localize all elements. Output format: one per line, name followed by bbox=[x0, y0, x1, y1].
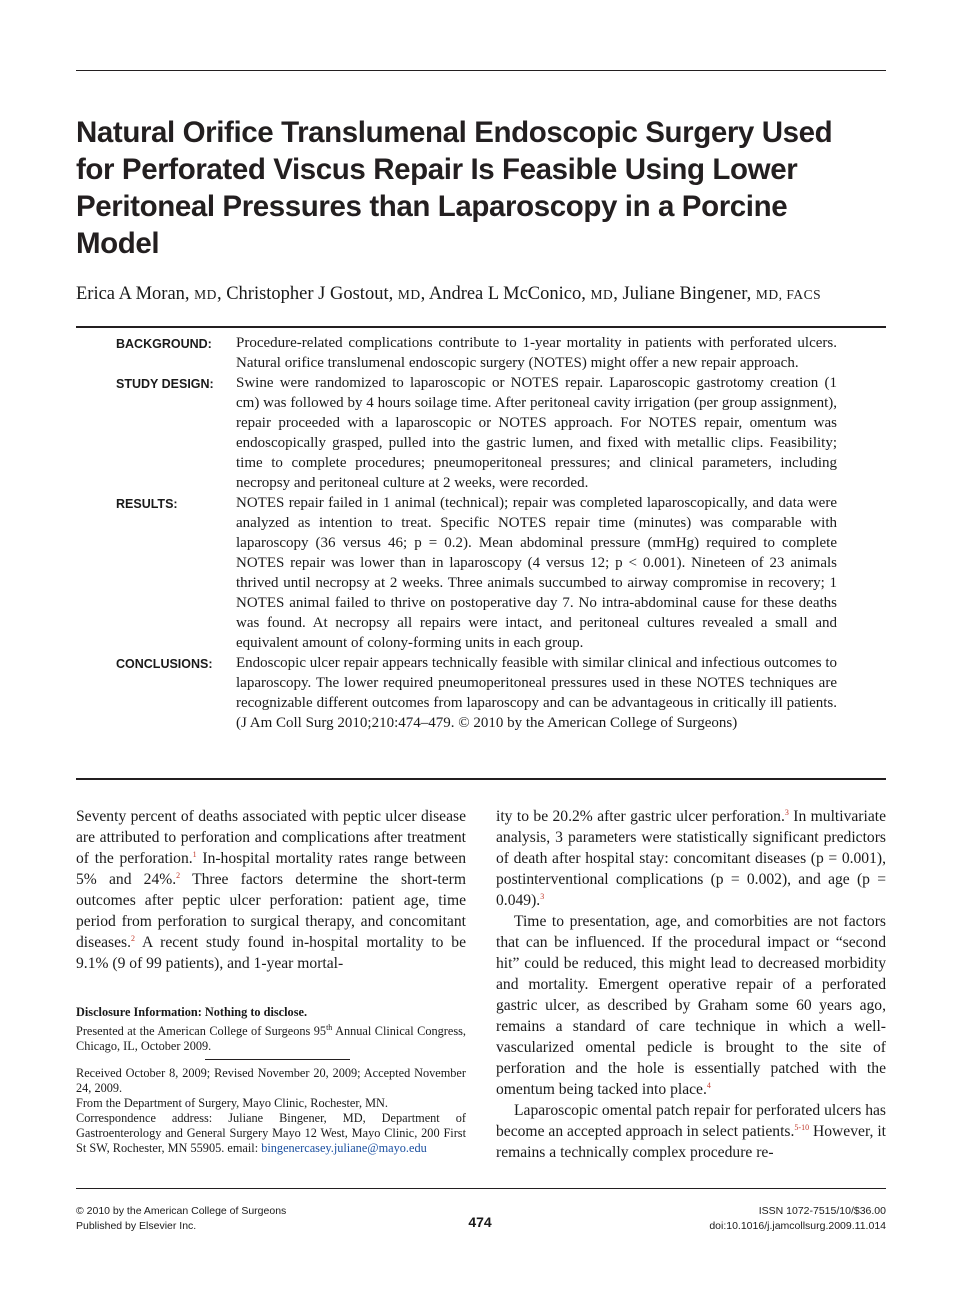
copyright-line: © 2010 by the American College of Surgeons bbox=[76, 1205, 287, 1217]
disclosure-note: Disclosure Information: Nothing to disclose. bbox=[76, 1005, 308, 1019]
author-degree: MD, FACS bbox=[755, 287, 822, 302]
abstract-section-text: Swine were randomized to laparoscopic or NOTES repair. Laparoscopic gastrotomy creation (1 cm) was followed by 4 hours soilage time. After peritoneal cavity irrigation (per group assignment), repair proceeded with a laparoscopic or NOTES approach. For NOTES repair, omentum was endoscopically grasped, pulled into the gastric lumen, and fixed with metallic clips. Feasibility; time to complete procedures; pneumoperitoneal pressures; and clinical parameters, including necropsy and peritoneal culture at 2 weeks, were recorded. bbox=[236, 375, 837, 491]
received-note: Received October 8, 2009; Revised November 20, 2009; Accepted November 24, 2009. bbox=[76, 1066, 466, 1095]
footnote-divider bbox=[205, 1059, 350, 1060]
right-column bbox=[496, 806, 886, 1163]
abstract-section-label: BACKGROUND: bbox=[116, 337, 212, 351]
doi-line[interactable]: doi:10.1016/j.jamcollsurg.2009.11.014 bbox=[709, 1220, 886, 1232]
citation-ref[interactable]: 5-10 bbox=[794, 1122, 810, 1132]
citation-ref[interactable]: 3 bbox=[784, 807, 789, 817]
abstract-top-rule bbox=[76, 326, 886, 328]
author-degree: MD bbox=[397, 287, 421, 302]
abstract-bottom-rule bbox=[76, 778, 886, 780]
affiliation-note: From the Department of Surgery, Mayo Clinic, Rochester, MN. bbox=[76, 1096, 388, 1110]
presented-note: Presented at the American College of Surgeons 95th Annual Clinical Congress, Chicago, IL, October 2009. bbox=[76, 1022, 466, 1053]
issn-line: ISSN 1072-7515/10/$36.00 bbox=[758, 1205, 886, 1217]
citation-ref[interactable]: 2 bbox=[176, 870, 181, 880]
abstract-section-text: Endoscopic ulcer repair appears technically feasible with similar clinical and infectious outcomes to laparoscopy. The lower required pneumoperitoneal pressures used in these NOTES techniques are recognizable different outcomes from laparoscopy and can be advantageous in critically ill patients. (J Am Coll Surg 2010;210:474–479. © 2010 by the American College of Surgeons) bbox=[236, 655, 837, 731]
footnotes-top bbox=[76, 1005, 466, 1054]
abstract-conclusions bbox=[116, 653, 837, 733]
footer-right bbox=[709, 1204, 886, 1234]
author-list: Erica A Moran, MD, Christopher J Gostout, MD, Andrea L McConico, MD, Juliane Bingener, MD, FACS bbox=[76, 284, 822, 304]
abstract-study-design bbox=[116, 373, 837, 493]
page-number: 474 bbox=[468, 1214, 492, 1230]
footnotes-bottom bbox=[76, 1066, 466, 1156]
publisher-line: Published by Elsevier Inc. bbox=[76, 1220, 197, 1232]
body-paragraph: Time to presentation, age, and comorbities are not factors that can be influenced. If the procedural impact or “second hit” could be reduced, this might lead to decreased morbidity and mortality. Emergent operative repair of a perforated gastric ulcer, as described by Graham some 60 years ago, remains a standard of care technique in which a well-vascularized omental pedicle is brought to the site of perforation and the hole is essentially patched with the omentum being tacked into place.$^4$ bbox=[496, 913, 886, 1098]
citation-ref[interactable]: 4 bbox=[706, 1080, 711, 1090]
footer-left bbox=[76, 1204, 286, 1234]
body-paragraph: Seventy percent of deaths associated with peptic ulcer disease are attributed to perforation and complications after treatment of the perforation.$^1$ In-hospital mortality rates range between 5% and 24%.$^2$ Three factors determine the short-term outcomes after peptic ulcer perforation: patient age, time period from perforation to surgical therapy, and concomitant diseases.$^2$ A recent study found in-hospital mortality to be 9.1% (9 of 99 patients), and 1-year mortal- bbox=[76, 808, 466, 972]
author-name: Juliane Bingener, bbox=[622, 284, 756, 304]
email-link[interactable]: bingenercasey.juliane@mayo.edu bbox=[261, 1141, 427, 1155]
citation-ref[interactable]: 1 bbox=[192, 849, 197, 859]
abstract-results bbox=[116, 493, 837, 653]
abstract-section-text: NOTES repair failed in 1 animal (technical); repair was completed laparoscopically, and data were analyzed as intention to treat. Specific NOTES repair time (minutes) was comparable with laparoscopy (36 versus 46; p = 0.2). Mean abdominal pressure (mmHg) required to complete NOTES repair was lower than in laparoscopy (4 versus 12; p < 0.001). Nineteen of 23 animals thrived until necropsy at 2 weeks. Three animals succumbed to airway compromise in recovery; 1 NOTES animal failed to thrive on postoperative day 7. No intra-abdominal cause for these deaths was found. At necropsy all repairs were intact, and peritoneal cultures revealed a small and equivalent amount of colony-forming units in each group. bbox=[236, 495, 837, 651]
citation-ref[interactable]: 2 bbox=[131, 933, 135, 943]
body-paragraph: Laparoscopic omental patch repair for perforated ulcers has become an accepted approach in select patients.$^{5-10}$ However, it remains a technically complex procedure re- bbox=[496, 1102, 886, 1161]
structured-abstract bbox=[116, 333, 837, 733]
top-rule bbox=[76, 70, 886, 71]
body-paragraph: ity to be 20.2% after gastric ulcer perforation.$^3$ In multivariate analysis, 3 parameters were statistically significant predictors of death after hospital stay: concomitant diseases (p = 0.001), postinterventional complications (p = 0.002), and age (p = 0.049).$^3$ bbox=[496, 807, 886, 909]
author-degree: MD bbox=[194, 287, 217, 302]
author-name: Andrea L McConico, bbox=[428, 284, 591, 304]
abstract-section-label: CONCLUSIONS: bbox=[116, 657, 213, 671]
citation-ref[interactable]: 3 bbox=[540, 891, 545, 901]
article-title: Natural Orifice Translumenal Endoscopic Surgery Used for Perforated Viscus Repair Is Feasible Using Lower Peritoneal Pressures than Laparoscopy in a Porcine Model bbox=[76, 116, 833, 260]
footer-rule bbox=[76, 1188, 886, 1189]
correspondence-note: Correspondence address: Juliane Bingener, MD, Department of Gastroenterology and General Surgery Mayo 12 West, Mayo Clinic, 200 First St SW, Rochester, MN 55905. email: bingenercasey.juliane@mayo.edu bbox=[76, 1111, 466, 1155]
author-name: Christopher J Gostout, bbox=[226, 284, 398, 304]
author-degree: MD bbox=[590, 287, 614, 302]
abstract-section-label: STUDY DESIGN: bbox=[116, 377, 214, 391]
abstract-section-text: Procedure-related complications contribute to 1-year mortality in patients with perforated ulcers. Natural orifice translumenal endoscopic surgery (NOTES) might offer a new repair approach. bbox=[236, 335, 837, 371]
author-name: Erica A Moran, bbox=[76, 284, 195, 304]
left-column bbox=[76, 806, 466, 974]
abstract-section-label: RESULTS: bbox=[116, 497, 178, 511]
abstract-background bbox=[116, 333, 837, 373]
